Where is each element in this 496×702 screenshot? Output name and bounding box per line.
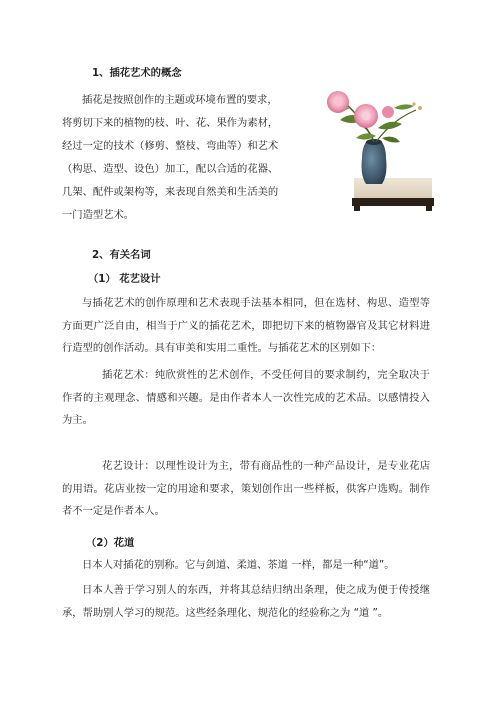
sub2-paragraph-1: 日本人对插花的别称。它与剑道、柔道、茶道 一样，都是一种“道”。 — [82, 559, 395, 571]
sub1-paragraph-1: 与插花艺术的创作原理和艺术表现手法基本相同，但在选材、构思、造型等方面更广泛自由，相当于广义的插花艺术，即把切下来的植物器官及其它材料进行造型的创作活动。具有审美和实用二重性。与插花艺术的区别如下： — [62, 297, 430, 354]
sub1-paragraph-3: 花艺设计：以理性设计为主，带有商品性的一种产品设计，是专业花店的用语。花店业按一定的用途和要求，策划创作出一些样板，供客户选购。制作者不一定是作者本人。 — [62, 460, 430, 517]
section-2-title: 2、有关名词 — [92, 249, 151, 261]
sub1-paragraph-2: 插花艺术：纯欣赏性的艺术创作，不受任何目的要求制约，完全取决于作者的主观理念、情感和兴趣。是由作者本人一次性完成的艺术品。以感情投入为主。 — [62, 369, 430, 426]
s1-line-3: 经过一定的技术（修剪、整枝、弯曲等）和艺术 — [62, 140, 279, 152]
section-1-title: 1、插花艺术的概念 — [92, 67, 182, 79]
ikebana-photo — [304, 80, 440, 216]
s1-line-5: 几架、配件或架构等，来表现自然美和生活美的 — [62, 186, 279, 198]
sub2-paragraph-2: 日本人善于学习别人的东西，并将其总结归纳出条理，使之成为便于传授继承，帮助别人学习的规范。这些经条理化、规范化的经验称之为 “道 ”。 — [62, 584, 430, 619]
s1-line-6: 一门造型艺术。 — [62, 209, 135, 221]
s1-line-1: 插花是按照创作的主题或环境布置的要求， — [82, 94, 278, 106]
vase — [362, 142, 387, 184]
subsection-2-title: （2）花道 — [86, 537, 135, 549]
s1-line-2: 将剪切下来的植物的枝、叶、花、果作为素材， — [62, 117, 279, 129]
display-stand-base — [352, 198, 434, 206]
subsection-1-title: （1） 花艺设计 — [88, 273, 161, 285]
s1-line-4: （构思、造型、设色）加工，配以合适的花器、 — [62, 163, 279, 175]
